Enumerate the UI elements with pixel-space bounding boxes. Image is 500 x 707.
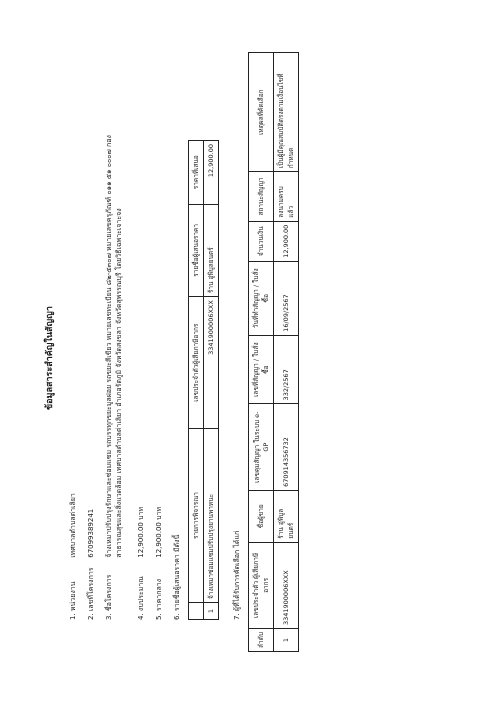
table-cell: 3341900006XXX <box>204 297 219 429</box>
table-header: เลขที่สัญญา / ใบสั่งซื้อ <box>249 335 274 404</box>
field-value: 67099389241 <box>87 508 95 558</box>
field-value: 12,900.00 บาท <box>155 506 163 558</box>
table-cell: จ้างเหมาซ่อมแซมปรับปรุงยานพาหนะ <box>204 429 219 603</box>
table-cell: 3341900006XXX <box>274 542 299 628</box>
field-label: 2. เลขที่โครงการ <box>87 567 95 620</box>
table-header: จำนวนเงิน <box>249 221 274 261</box>
field-label: 5. ราคากลาง <box>155 578 163 620</box>
field-project-number <box>86 509 97 620</box>
table-cell: ลงนามครบแล้ว <box>274 172 299 222</box>
table-row <box>274 53 299 652</box>
field-median-price <box>154 507 165 620</box>
section-bidders-heading: 6. รายชื่อผู้เสนอราคา มีดังนี้ <box>173 534 181 620</box>
field-value: 12,900.00 บาท <box>137 506 145 558</box>
selected-vendor-table <box>248 52 299 652</box>
document-title: ข้อมูลสาระสำคัญในสัญญา <box>45 306 55 410</box>
field-label: 4. งบประมาณ <box>137 576 145 620</box>
table-header <box>189 603 204 620</box>
table-header: ราคาที่เสนอ <box>189 141 204 205</box>
field-agency <box>68 493 79 620</box>
table-header-row <box>249 53 274 652</box>
field-project-name <box>104 100 124 620</box>
table-header: เลขประจำตัวผู้เสียภาษีอากร <box>189 297 204 429</box>
table-header: เลขประจำตัว ผู้เสียภาษีอากร <box>249 542 274 628</box>
table-header-row <box>189 141 204 620</box>
table-header: วันที่ทำสัญญา / ใบสั่งซื้อ <box>249 261 274 335</box>
table-cell: 16/09/2567 <box>274 261 299 335</box>
field-budget <box>136 507 147 620</box>
field-value: จ้างเหมาปรับปรุงรักษาและซ่อมแซม รถบรรทุกขยะมูลฝอย รถขยะสีเขียว หมายเลขทะเบียน ๘๒-๕๓๐๗ หมายเลขครุภัณฑ์ ๐๑๑ ๕๑ ๐๐๐๗ กองสาธารณสุขและสิ่งแวดล้อม เทศบาลตำบลต่าเลิยา อำเภอรัตภูมิ จังหวัดสงขลา จังหวัดสุพรรณบุรี โดยวิธีเฉพาะเจาะจง <box>105 135 123 558</box>
table-cell: 1 <box>204 603 219 620</box>
field-value: เทศบาลตำบลต่าเลิยา <box>69 493 77 558</box>
table-cell: ร้าน อู่พิบูลยนตร์ <box>204 204 219 297</box>
table-header: รายการพิจารณา <box>189 429 204 603</box>
table-header: ลำดับ <box>249 629 274 652</box>
field-label: 1. หน่วยงาน <box>69 581 77 620</box>
table-header: ชื่อผู้ขาย <box>249 490 274 542</box>
field-label: 3. ชื่อโครงการ <box>105 574 113 620</box>
table-cell: 332/2567 <box>274 335 299 404</box>
table-cell: 1 <box>274 629 299 652</box>
table-cell: 12,900.00 <box>204 141 219 205</box>
rotated-document <box>38 40 468 660</box>
table-header: รายชื่อผู้เสนอราคา <box>189 204 204 297</box>
table-header: เลขคุมสัญญา ในระบบ e-GP <box>249 404 274 490</box>
section-selected-heading: 7. ผู้ที่ได้รับการคัดเลือก ได้แก่ <box>233 530 241 620</box>
table-cell: 670914356732 <box>274 404 299 490</box>
table-cell: 12,900.00 <box>274 221 299 261</box>
table-header: สถานะสัญญา <box>249 172 274 222</box>
bidders-table <box>188 140 219 620</box>
table-cell: ร้าน อู่พิบูลยนตร์ <box>274 490 299 542</box>
table-cell: เป็นผู้มีคุณสมบัติตรงตามเงื่อนไขที่กำหนด <box>274 53 299 172</box>
table-row <box>204 141 219 620</box>
table-header: เหตุผลที่คัดเลือก <box>249 53 274 172</box>
